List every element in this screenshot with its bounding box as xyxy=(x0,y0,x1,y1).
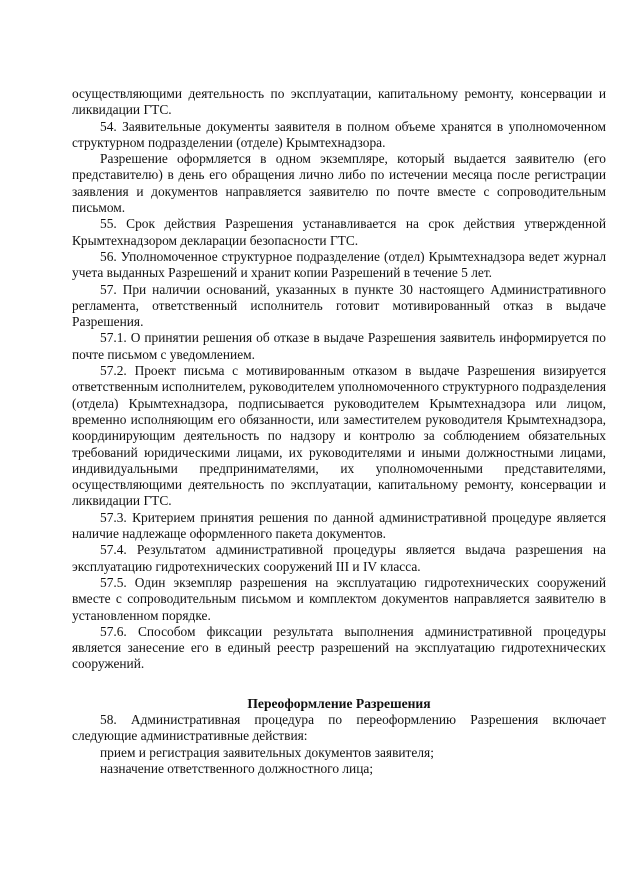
list-item-appointment: назначение ответственного должностного лица; xyxy=(100,760,374,776)
paragraph-58: 58. Административная процедура по переоформлению Разрешения включает следующие административные действия: xyxy=(72,711,606,744)
section-heading: Переоформление Разрешения xyxy=(247,695,431,711)
paragraph-permit-issuance: Разрешение оформляется в одном экземпляре, который выдается заявителю (его представителю) в день его обращения лично либо по истечении месяца после регистрации заявления и документов направляется заявителю по почте вместе с сопроводительным письмом. xyxy=(72,151,606,216)
paragraph-continuation: осуществляющими деятельность по эксплуатации, капитальному ремонту, консервации и ликвидации ГТС. xyxy=(72,86,606,118)
paragraph-55: 55. Срок действия Разрешения устанавливается на срок действия утвержденной Крымтехнадзором декларации безопасности ГТС. xyxy=(72,216,606,248)
paragraph-57-2: 57.2. Проект письма с мотивированным отказом в выдаче Разрешения визируется ответственным исполнителем, руководителем уполномоченного структурного подразделения (отдела) Крымтехнадзора, подписывается руководителем Крымтехнадзора или лицом, временно исполняющим его обязанности, или заместителем руководителя Крымтехнадзора, координирующим деятельность по надзору и контролю за соблюдением обязательных требований юридическими лицами, их руководителями и иными должностными лицами, индивидуальными предпринимателями, их уполномоченными представителями, осуществляющими деятельность по эксплуатации, капитальному ремонту, консервации и ликвидации ГТС. xyxy=(72,363,606,509)
paragraph-57-1: 57.1. О принятии решения об отказе в выдаче Разрешения заявитель информируется по почте письмом с уведомлением. xyxy=(72,330,606,362)
paragraph-56: 56. Уполномоченное структурное подразделение (отдел) Крымтехнадзора ведет журнал учета выданных Разрешений и хранит копии Разрешений в течение 5 лет. xyxy=(72,248,606,281)
paragraph-57-4: 57.4. Результатом административной процедуры является выдача разрешения на эксплуатацию гидротехнических сооружений III и IV класса. xyxy=(72,542,606,574)
paragraph-57-6: 57.6. Способом фиксации результата выполнения административной процедуры является занесение его в единый реестр разрешений на эксплуатацию гидротехнических сооружений. xyxy=(72,623,606,672)
paragraph-54: 54. Заявительные документы заявителя в полном объеме хранятся в уполномоченном структурном подразделении (отделе) Крымтехнадзора. xyxy=(72,118,606,150)
paragraph-57-5: 57.5. Один экземпляр разрешения на эксплуатацию гидротехнических сооружений вместе с сопроводительным письмом и комплектом документов направляется заявителю в установленном порядке. xyxy=(72,574,606,623)
list-item-reception: прием и регистрация заявительных документов заявителя; xyxy=(100,744,434,760)
paragraph-57-3: 57.3. Критерием принятия решения по данной административной процедуре является наличие надлежаще оформленного пакета документов. xyxy=(72,509,606,542)
paragraph-57: 57. При наличии оснований, указанных в пункте 30 настоящего Административного регламента, ответственный исполнитель готовит мотивированный отказ в выдаче Разрешения. xyxy=(72,281,606,330)
